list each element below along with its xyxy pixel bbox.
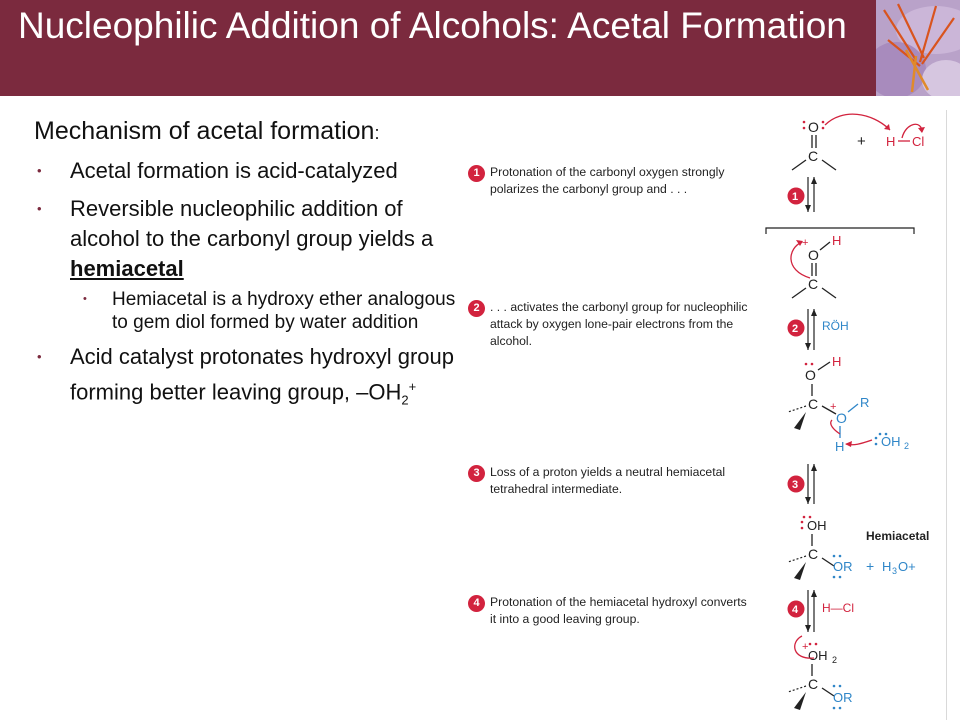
atom-o: O [808,247,819,263]
charge-plus: + [830,401,837,413]
bullet-text: Reversible nucleophilic addition of alcohol to the carbonyl group yields a [70,196,434,251]
structure-protonated [791,233,841,298]
arrow-3-number: 3 [792,479,799,491]
hydronium-h: H [882,559,892,574]
hydronium-subscript: 3 [892,566,898,576]
atom-c: C [808,396,819,412]
bullet-superscript: + [408,379,417,394]
reagent-hcl: H—Cl [822,601,854,615]
equilibrium-arrow-2 [788,309,849,350]
hemiacetal-label: Hemiacetal [866,529,930,543]
plus-sign: + [866,558,875,574]
equilibrium-arrow-4 [788,590,855,632]
structure-intermediate [788,354,909,454]
bullet-item [34,342,464,416]
arrow-4-number: 4 [792,604,799,616]
step-2-text: . . . activates the carbonyl group for nucleophilic attack by oxygen lone-pair electrons from the alcohol. [490,300,748,348]
section-heading [34,116,464,148]
step-4-text: Protonation of the hemiacetal hydroxyl converts it into a good leaving group. [490,595,747,626]
sub-bullet-item [70,288,464,334]
bullet-subscript: 2 [401,392,409,408]
section-heading-colon: : [374,123,380,143]
section-heading-text: Mechanism of acetal formation [34,117,375,145]
bullet-item [34,156,464,186]
structure-hemiacetal [788,516,916,580]
water-subscript: 2 [904,441,910,451]
slide-title: Nucleophilic Addition of Alcohols: Acetal Formation [18,5,847,46]
arrow-2-number: 2 [792,323,799,335]
bullet-dot-icon: • [37,349,42,364]
atom-h: H [832,233,842,248]
step-1-text: Protonation of the carbonyl oxygen strongly polarizes the carbonyl group and . . . [490,165,725,196]
charge-plus: + [802,641,809,653]
structure-carbonyl [792,114,925,170]
sub-bullet-dot-icon: • [83,293,87,305]
title-bar [0,0,960,96]
atom-h: H [886,134,896,149]
bullet-emphasis: hemiacetal [70,256,184,281]
atom-o: O [805,367,816,383]
step-1-badge: 1 [468,165,485,182]
atom-c: C [808,546,819,562]
charge-plus: + [802,237,809,249]
equilibrium-arrow-3 [788,464,818,504]
atom-c: C [808,676,819,692]
sub-bullet-text: Hemiacetal is a hydroxy ether analogous to gem diol formed by water addition [112,289,456,333]
bullet-dot-icon: • [37,201,42,216]
reagent-roh: RÖH [822,319,849,333]
flower-image [876,0,960,96]
atom-o: O [808,119,819,135]
atom-cl: Cl [912,134,925,149]
bullet-text: Acetal formation is acid-catalyzed [70,158,398,183]
step-2-badge: 2 [468,300,485,317]
ether-or: OR [833,690,853,705]
atom-r: R [860,395,870,410]
arrow-1-number: 1 [792,191,799,203]
hydroxyl-oh: OH [807,518,827,533]
plus-sign: + [857,133,866,150]
bullet-text: Acid catalyst protonates hydroxyl group forming better leaving group, –OH [70,344,454,405]
ether-or: OR [833,559,853,574]
step-4-badge: 4 [468,595,485,612]
atom-h: H [835,439,845,454]
water-oh: OH [881,434,901,449]
structure-protonated-hemiacetal [788,636,853,710]
hydronium-o: O+ [898,559,916,574]
equilibrium-arrow-1 [788,177,818,212]
atom-o-plus: O [836,410,847,426]
slide-body [34,116,464,424]
sub-bullet-list [70,288,464,334]
bullet-dot-icon: • [37,163,42,178]
bullet-list [34,156,464,416]
atom-h: H [832,354,842,369]
atom-c: C [808,276,819,292]
oxonium-oh: OH [808,648,828,663]
step-3-text: Loss of a proton yields a neutral hemiacetal tetrahedral intermediate. [490,465,726,496]
mechanism-drawing [462,112,952,720]
atom-c: C [808,148,819,164]
oxonium-subscript: 2 [832,655,838,665]
bullet-item [34,194,464,334]
step-3-badge: 3 [468,465,485,482]
mechanism-figure [462,112,952,720]
